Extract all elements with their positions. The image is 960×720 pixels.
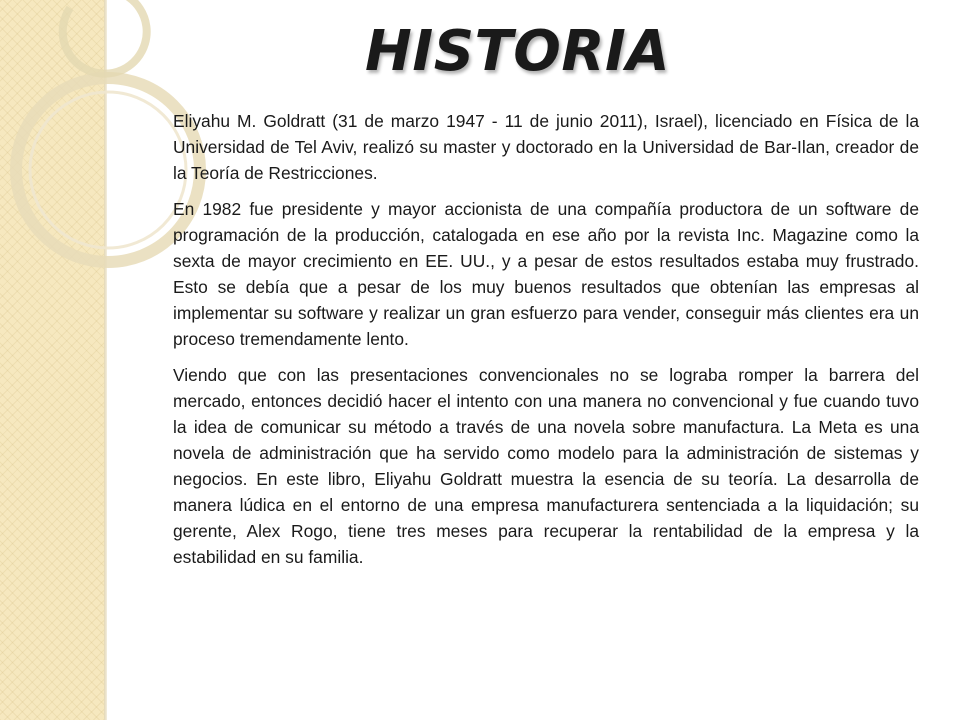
paragraph-software-company: En 1982 fue presidente y mayor accionista de una compañía productora de un software de programación de la producción, catalogada en ese año por la revista Inc. Magazine como la sexta de mayor crecimiento en EE. UU., y a pesar de estos resultados estaba muy frustrado. Esto se debía que a pesar de los muy buenos resultados que obtenían las empresas al implementar su software y realizar un gran esfuerzo para vender, conseguir más clientes era un proceso tremendamente lento.	[173, 199, 919, 349]
small-ring	[63, 0, 147, 74]
paragraph-la-meta: Viendo que con las presentaciones convencionales no se lograba romper la barrera del mercado, entonces decidió hacer el intento con una manera no convencional y fue cuando tuvo la idea de comunicar su método a través de una novela sobre manufactura. La Meta es una novela de administración que ha servido como modelo para la administración de sistemas y negocios. En este libro, Eliyahu Goldratt muestra la esencia de su teoría. La desarrolla de manera lúdica en el entorno de una empresa manufacturera sentenciada a la liquidación; su gerente, Alex Rogo, tiene tres meses para recuperar la rentabilidad de la empresa y la estabilidad en su familia.	[173, 365, 919, 567]
large-ring-inner	[30, 92, 186, 248]
paragraph-biography: Eliyahu M. Goldratt (31 de marzo 1947 - 11 de junio 2011), Israel), licenciado en Física de la Universidad de Tel Aviv, realizó su master y doctorado en la Universidad de Bar-Ilan, creador de la Teoría de Restricciones.	[173, 111, 919, 183]
body-text	[173, 108, 919, 580]
page-title: HISTORIA	[365, 19, 671, 84]
